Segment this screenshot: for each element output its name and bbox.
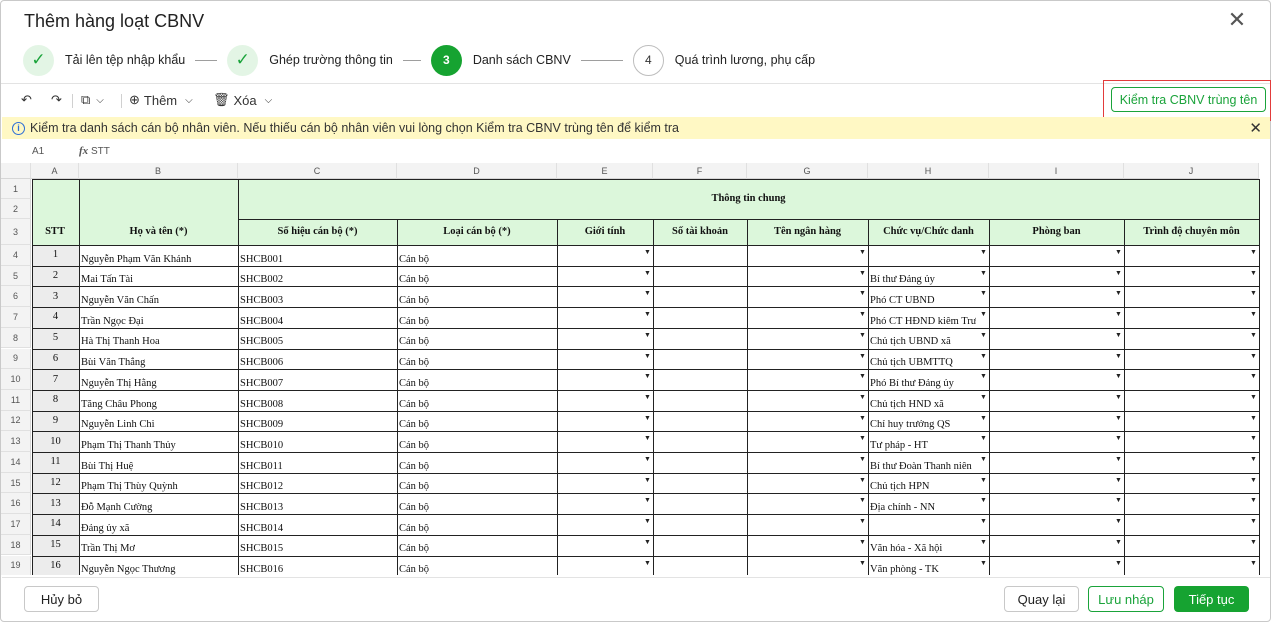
delete-label: Xóa: [233, 92, 257, 108]
row-header[interactable]: 4: [1, 245, 31, 266]
column-header[interactable]: G: [747, 163, 868, 179]
step-4[interactable]: [633, 45, 815, 76]
position-cell[interactable]: Phó CT UBND: [870, 295, 935, 307]
column-header[interactable]: F: [653, 163, 747, 179]
name-cell[interactable]: Đảng ủy xã: [81, 522, 130, 534]
dropdown-arrow-icon[interactable]: ▼: [644, 331, 651, 339]
stt-cell[interactable]: 11: [50, 456, 61, 468]
dropdown-arrow-icon[interactable]: ▼: [980, 249, 987, 256]
name-cell[interactable]: Tăng Châu Phong: [81, 398, 157, 410]
code-cell[interactable]: SHCB004: [240, 315, 284, 327]
row-header[interactable]: 13: [1, 431, 31, 452]
name-cell[interactable]: Trần Thị Mơ: [81, 543, 135, 555]
stepper: [23, 44, 815, 76]
dropdown-arrow-icon[interactable]: ▼: [644, 476, 651, 484]
stt-cell[interactable]: 12: [50, 477, 61, 489]
toolbar: [1, 83, 1270, 115]
code-cell[interactable]: SHCB002: [240, 274, 284, 286]
dropdown-arrow-icon[interactable]: ▼: [1250, 559, 1257, 567]
dropdown-arrow-icon[interactable]: ▼: [859, 518, 866, 526]
dropdown-arrow-icon[interactable]: ▼: [859, 393, 866, 401]
chevron-down-icon: ⌵: [185, 94, 193, 106]
stt-cell[interactable]: 14: [50, 518, 61, 530]
divider: [72, 94, 73, 108]
row-header[interactable]: 15: [1, 473, 31, 494]
dialog-title: Thêm hàng loạt CBNV: [24, 11, 205, 31]
step-label: Quá trình lương, phụ cấp: [674, 53, 816, 67]
back-button[interactable]: Quay lại: [1004, 586, 1079, 612]
row-header[interactable]: 12: [1, 411, 31, 432]
dropdown-arrow-icon[interactable]: ▼: [859, 456, 866, 463]
position-cell[interactable]: Chủ tịch HND xã: [870, 398, 944, 410]
column-title: Giới tính: [584, 226, 626, 237]
dropdown-arrow-icon[interactable]: ▼: [980, 269, 987, 277]
code-cell[interactable]: SHCB015: [240, 543, 284, 555]
dropdown-arrow-icon[interactable]: ▼: [1115, 311, 1122, 319]
type-cell[interactable]: Cán bộ: [399, 564, 430, 575]
trash-icon: 🗑: [213, 92, 230, 107]
dropdown-arrow-icon[interactable]: ▼: [1250, 393, 1257, 401]
row-header[interactable]: 9: [1, 349, 31, 370]
position-cell[interactable]: Bí thư Đoàn Thanh niên: [870, 460, 972, 472]
row-header[interactable]: 1: [1, 179, 31, 199]
dropdown-arrow-icon[interactable]: ▼: [644, 497, 651, 505]
position-cell[interactable]: [869, 245, 976, 266]
column-title: Số tài khoản: [671, 226, 729, 237]
undo-icon[interactable]: ↶: [21, 92, 32, 107]
dropdown-arrow-icon[interactable]: ▼: [1250, 249, 1257, 256]
dropdown-arrow-icon[interactable]: ▼: [859, 476, 866, 484]
step-connector: [581, 60, 623, 61]
name-cell[interactable]: Bùi Thị Huệ: [81, 460, 134, 472]
copy-dropdown[interactable]: [81, 92, 104, 108]
type-cell[interactable]: Cán bộ: [399, 274, 430, 286]
position-cell[interactable]: Văn hóa - Xã hội: [870, 543, 943, 555]
row-header[interactable]: 16: [1, 493, 31, 514]
column-title: Tên ngân hàng: [773, 226, 842, 237]
position-cell[interactable]: Văn phòng - TK: [870, 564, 939, 575]
code-cell[interactable]: SHCB006: [240, 357, 284, 369]
name-cell[interactable]: Phạm Thị Thùy Quỳnh: [81, 481, 178, 493]
code-cell[interactable]: SHCB014: [240, 522, 284, 534]
type-cell[interactable]: Cán bộ: [399, 419, 430, 431]
step-number: 4: [633, 45, 664, 76]
code-cell[interactable]: SHCB011: [240, 460, 283, 472]
dropdown-arrow-icon[interactable]: ▼: [1250, 476, 1257, 484]
dropdown-arrow-icon[interactable]: ▼: [1115, 456, 1122, 463]
column-header[interactable]: H: [868, 163, 989, 179]
type-cell[interactable]: Cán bộ: [399, 439, 430, 451]
dropdown-arrow-icon[interactable]: ▼: [1115, 435, 1122, 443]
type-cell[interactable]: Cán bộ: [399, 357, 430, 369]
grid-line: [747, 219, 748, 575]
stt-cell[interactable]: 1: [52, 249, 59, 261]
dropdown-arrow-icon[interactable]: ▼: [859, 414, 866, 422]
check-duplicate-button[interactable]: Kiểm tra CBNV trùng tên: [1111, 87, 1266, 112]
dropdown-arrow-icon[interactable]: ▼: [980, 414, 987, 422]
step-label: Danh sách CBNV: [472, 53, 571, 67]
dropdown-arrow-icon[interactable]: ▼: [1115, 476, 1122, 484]
name-cell[interactable]: Nguyễn Thị Hằng: [81, 377, 157, 389]
dropdown-arrow-icon[interactable]: ▼: [859, 352, 866, 360]
column-title: Số hiệu cán bộ (*): [277, 226, 358, 237]
dropdown-arrow-icon[interactable]: ▼: [859, 538, 866, 546]
name-cell[interactable]: Nguyễn Văn Chấn: [81, 295, 159, 307]
type-cell[interactable]: Cán bộ: [399, 522, 430, 534]
position-cell[interactable]: Chủ tịch UBND xã: [870, 336, 951, 348]
cancel-button[interactable]: Hủy bỏ: [24, 586, 99, 612]
dropdown-arrow-icon[interactable]: ▼: [1115, 414, 1122, 422]
position-cell[interactable]: Phó CT HĐND kiêm Trư: [870, 315, 976, 327]
grid-line: [1259, 179, 1260, 575]
dropdown-arrow-icon[interactable]: ▼: [644, 249, 651, 256]
code-cell[interactable]: SHCB009: [240, 419, 284, 431]
dropdown-arrow-icon[interactable]: ▼: [980, 538, 987, 546]
code-cell[interactable]: SHCB013: [240, 502, 284, 514]
grid-line: [32, 179, 1260, 180]
name-cell[interactable]: Mai Tấn Tài: [81, 274, 134, 286]
column-title: Chức vụ/Chức danh: [883, 226, 974, 237]
stt-cell[interactable]: 5: [52, 332, 59, 344]
column-header[interactable]: D: [397, 163, 557, 179]
column-title: Họ và tên (*): [129, 226, 188, 237]
dropdown-arrow-icon[interactable]: ▼: [1250, 352, 1257, 360]
plus-circle-icon: ⊕: [129, 92, 140, 107]
dropdown-arrow-icon[interactable]: ▼: [980, 476, 987, 484]
type-cell[interactable]: Cán bộ: [399, 253, 430, 265]
dropdown-arrow-icon[interactable]: ▼: [1250, 538, 1257, 546]
stt-cell[interactable]: 4: [52, 311, 59, 323]
dropdown-arrow-icon[interactable]: ▼: [1115, 393, 1122, 401]
spreadsheet[interactable]: [1, 163, 1270, 575]
dropdown-arrow-icon[interactable]: ▼: [644, 435, 651, 443]
chevron-down-icon: ⌵: [96, 94, 104, 106]
name-cell[interactable]: Phạm Thị Thanh Thủy: [81, 439, 176, 451]
step-label: Tải lên tệp nhập khẩu: [65, 53, 186, 67]
row-header[interactable]: 8: [1, 328, 31, 349]
type-cell[interactable]: Cán bộ: [399, 315, 430, 327]
fx-icon: fx: [79, 145, 89, 157]
grid-line: [653, 219, 654, 575]
dropdown-arrow-icon[interactable]: ▼: [1250, 456, 1257, 463]
row-header[interactable]: 19: [1, 556, 31, 576]
column-title: Trình độ chuyên môn: [1143, 226, 1240, 237]
step-number: 3: [431, 45, 462, 76]
dropdown-arrow-icon[interactable]: ▼: [1115, 497, 1122, 505]
step-2[interactable]: [227, 45, 393, 76]
row-header[interactable]: 2: [1, 199, 31, 219]
dropdown-arrow-icon[interactable]: ▼: [1115, 249, 1122, 256]
dropdown-arrow-icon[interactable]: ▼: [644, 559, 651, 567]
dropdown-arrow-icon[interactable]: ▼: [1250, 497, 1257, 505]
cell-reference[interactable]: A1: [32, 146, 45, 157]
name-cell[interactable]: Hà Thị Thanh Hoa: [81, 336, 160, 348]
code-cell[interactable]: SHCB016: [240, 564, 284, 575]
stt-cell[interactable]: 6: [52, 352, 59, 364]
position-cell[interactable]: Tư pháp - HT: [870, 439, 928, 451]
step-1[interactable]: [23, 45, 185, 76]
step-3[interactable]: [431, 45, 571, 76]
dropdown-arrow-icon[interactable]: ▼: [980, 311, 987, 319]
divider: [121, 94, 122, 108]
stt-cell[interactable]: 16: [50, 559, 61, 571]
stt-cell[interactable]: 3: [52, 290, 59, 302]
column-header[interactable]: B: [79, 163, 238, 179]
save-draft-button[interactable]: Lưu nháp: [1088, 586, 1164, 612]
dropdown-arrow-icon[interactable]: ▼: [859, 373, 866, 381]
dropdown-arrow-icon[interactable]: ▼: [859, 559, 866, 567]
dropdown-arrow-icon[interactable]: ▼: [859, 290, 866, 298]
column-header[interactable]: C: [238, 163, 397, 179]
corner-cell[interactable]: [1, 163, 31, 179]
dropdown-arrow-icon[interactable]: ▼: [1115, 290, 1122, 298]
formula-bar: [1, 143, 1270, 160]
dropdown-arrow-icon[interactable]: ▼: [1250, 518, 1257, 526]
stt-cell[interactable]: 13: [50, 497, 61, 509]
grid-line: [238, 219, 1259, 220]
dropdown-arrow-icon[interactable]: ▼: [859, 435, 866, 443]
column-header[interactable]: J: [1124, 163, 1259, 179]
dropdown-arrow-icon[interactable]: ▼: [644, 538, 651, 546]
redo-icon[interactable]: ↷: [51, 92, 62, 107]
row-header[interactable]: 3: [1, 219, 31, 245]
column-title: Phòng ban: [1032, 226, 1081, 237]
stt-cell[interactable]: 2: [52, 270, 59, 282]
position-cell[interactable]: Chủ tịch HPN: [870, 481, 930, 493]
group-header: Thông tin chung: [711, 193, 786, 204]
position-cell[interactable]: Bí thư Đảng ủy: [870, 274, 935, 286]
column-header[interactable]: I: [989, 163, 1124, 179]
type-cell[interactable]: Cán bộ: [399, 543, 430, 555]
column-header[interactable]: E: [557, 163, 653, 179]
dropdown-arrow-icon[interactable]: ▼: [1115, 269, 1122, 277]
grid-line: [989, 219, 990, 575]
type-cell[interactable]: Cán bộ: [399, 336, 430, 348]
check-icon: ✓: [23, 45, 54, 76]
name-cell[interactable]: Trần Ngọc Đại: [81, 315, 144, 327]
dropdown-arrow-icon[interactable]: ▼: [644, 518, 651, 526]
dropdown-arrow-icon[interactable]: ▼: [859, 249, 866, 256]
row-header[interactable]: 17: [1, 514, 31, 535]
type-cell[interactable]: Cán bộ: [399, 481, 430, 493]
dropdown-arrow-icon[interactable]: ▼: [1250, 290, 1257, 298]
code-cell[interactable]: SHCB008: [240, 398, 284, 410]
dropdown-arrow-icon[interactable]: ▼: [980, 518, 987, 526]
dropdown-arrow-icon[interactable]: ▼: [1250, 373, 1257, 381]
dropdown-arrow-icon[interactable]: ▼: [1250, 311, 1257, 319]
row-header[interactable]: 18: [1, 535, 31, 556]
dropdown-arrow-icon[interactable]: ▼: [644, 269, 651, 277]
dropdown-arrow-icon[interactable]: ▼: [1115, 559, 1122, 567]
dropdown-arrow-icon[interactable]: ▼: [980, 559, 987, 567]
dropdown-arrow-icon[interactable]: ▼: [980, 393, 987, 401]
position-cell[interactable]: [869, 514, 976, 535]
dropdown-arrow-icon[interactable]: ▼: [644, 290, 651, 298]
dropdown-arrow-icon[interactable]: ▼: [1250, 331, 1257, 339]
dropdown-arrow-icon[interactable]: ▼: [1250, 414, 1257, 422]
copy-icon: ⧉: [81, 92, 91, 107]
check-icon: ✓: [227, 45, 258, 76]
name-cell[interactable]: Đỗ Mạnh Cường: [81, 502, 153, 514]
type-cell[interactable]: Cán bộ: [399, 295, 430, 307]
dropdown-arrow-icon[interactable]: ▼: [980, 435, 987, 443]
stt-cell[interactable]: 7: [52, 373, 59, 385]
stt-cell[interactable]: 10: [50, 435, 61, 447]
dropdown-arrow-icon[interactable]: ▼: [644, 414, 651, 422]
formula-input[interactable]: STT: [91, 146, 110, 157]
name-cell[interactable]: Nguyễn Phạm Văn Khánh: [81, 253, 192, 265]
dropdown-arrow-icon[interactable]: ▼: [980, 497, 987, 505]
info-icon: i: [12, 122, 25, 135]
dropdown-arrow-icon[interactable]: ▼: [980, 290, 987, 298]
step-connector: [403, 60, 421, 61]
row-header[interactable]: 5: [1, 266, 31, 287]
close-icon[interactable]: ✕: [1227, 7, 1247, 32]
name-cell[interactable]: Bùi Văn Thắng: [81, 357, 146, 369]
column-title: STT: [45, 226, 65, 237]
step-label: Ghép trường thông tin: [269, 53, 393, 67]
dropdown-arrow-icon[interactable]: ▼: [644, 311, 651, 319]
dropdown-arrow-icon[interactable]: ▼: [644, 456, 651, 463]
dropdown-arrow-icon[interactable]: ▼: [1250, 269, 1257, 277]
code-cell[interactable]: SHCB010: [240, 439, 284, 451]
stt-cell[interactable]: 15: [50, 539, 61, 551]
stt-cell[interactable]: 9: [52, 414, 59, 426]
banner-text: Kiểm tra danh sách cán bộ nhân viên. Nếu thiếu cán bộ nhân viên vui lòng chọn Kiểm tra CBNV trùng tên để kiểm tra: [30, 121, 679, 135]
dropdown-arrow-icon[interactable]: ▼: [980, 331, 987, 339]
column-header[interactable]: A: [31, 163, 79, 179]
dropdown-arrow-icon[interactable]: ▼: [1250, 435, 1257, 443]
grid-line: [557, 219, 558, 575]
position-cell[interactable]: Chỉ huy trưởng QS: [870, 419, 951, 431]
type-cell[interactable]: Cán bộ: [399, 502, 430, 514]
code-cell[interactable]: SHCB005: [240, 336, 284, 348]
name-cell[interactable]: Nguyễn Ngọc Thương: [81, 564, 176, 575]
dropdown-arrow-icon[interactable]: ▼: [644, 352, 651, 360]
dropdown-arrow-icon[interactable]: ▼: [859, 269, 866, 277]
position-cell[interactable]: Chủ tịch UBMTTQ: [870, 357, 953, 369]
position-cell[interactable]: Địa chính - NN: [870, 502, 936, 514]
dropdown-arrow-icon[interactable]: ▼: [1115, 538, 1122, 546]
delete-dropdown[interactable]: [213, 92, 272, 108]
code-cell[interactable]: SHCB012: [240, 481, 284, 493]
type-cell[interactable]: Cán bộ: [399, 377, 430, 389]
add-label: Thêm: [143, 92, 178, 108]
step-connector: [195, 60, 217, 61]
footer: [2, 577, 1270, 621]
name-cell[interactable]: Nguyễn Linh Chi: [81, 419, 155, 431]
code-cell[interactable]: SHCB007: [240, 377, 284, 389]
type-cell[interactable]: Cán bộ: [399, 460, 430, 472]
column-title: Loại cán bộ (*): [443, 226, 511, 237]
row-header[interactable]: 10: [1, 369, 31, 390]
dropdown-arrow-icon[interactable]: ▼: [644, 393, 651, 401]
code-cell[interactable]: SHCB003: [240, 295, 284, 307]
row-header[interactable]: 7: [1, 307, 31, 328]
position-cell[interactable]: Phó Bí thư Đảng ủy: [870, 377, 954, 389]
dropdown-arrow-icon[interactable]: ▼: [980, 456, 987, 463]
info-banner: [2, 117, 1270, 139]
dropdown-arrow-icon[interactable]: ▼: [644, 373, 651, 381]
dropdown-arrow-icon[interactable]: ▼: [859, 331, 866, 339]
close-icon[interactable]: ✕: [1249, 120, 1262, 137]
type-cell[interactable]: Cán bộ: [399, 398, 430, 410]
dropdown-arrow-icon[interactable]: ▼: [859, 497, 866, 505]
stt-cell[interactable]: 8: [52, 394, 59, 406]
grid-line: [1124, 219, 1125, 575]
dropdown-arrow-icon[interactable]: ▼: [1115, 352, 1122, 360]
code-cell[interactable]: SHCB001: [240, 253, 284, 265]
continue-button[interactable]: Tiếp tục: [1174, 586, 1249, 612]
dropdown-arrow-icon[interactable]: ▼: [1115, 518, 1122, 526]
dropdown-arrow-icon[interactable]: ▼: [1115, 373, 1122, 381]
dropdown-arrow-icon[interactable]: ▼: [1115, 331, 1122, 339]
dropdown-arrow-icon[interactable]: ▼: [859, 311, 866, 319]
chevron-down-icon: ⌵: [264, 94, 273, 106]
row-header[interactable]: 6: [1, 286, 31, 307]
row-header[interactable]: 11: [1, 390, 31, 411]
dropdown-arrow-icon[interactable]: ▼: [980, 352, 987, 360]
add-dropdown[interactable]: [129, 92, 193, 108]
row-header[interactable]: 14: [1, 452, 31, 473]
dropdown-arrow-icon[interactable]: ▼: [980, 373, 987, 381]
